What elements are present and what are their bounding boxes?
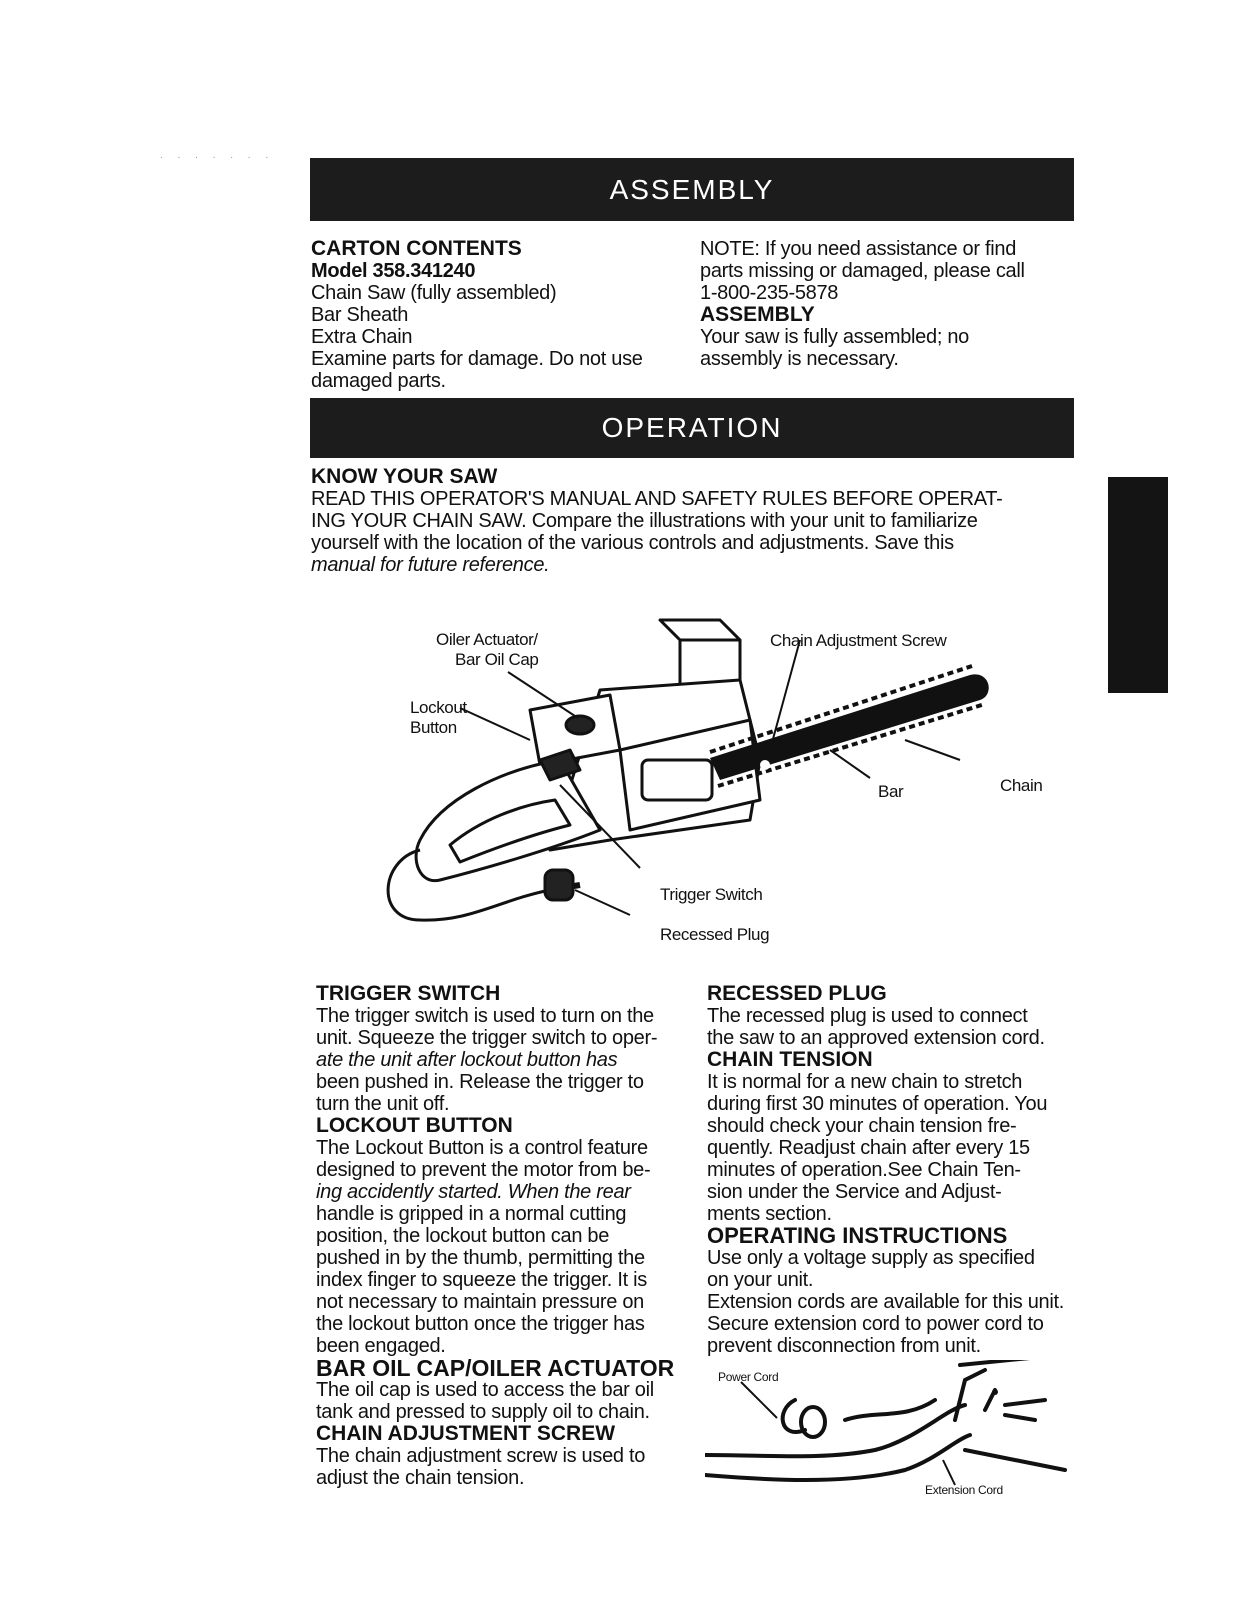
- lockout-line: ing accidently started. When the rear: [316, 1181, 631, 1203]
- opinst-line: Extension cords are available for this unit.: [707, 1291, 1064, 1313]
- examine-text: damaged parts.: [311, 370, 446, 392]
- tension-line: quently. Readjust chain after every 15: [707, 1137, 1030, 1159]
- chainadj-line: adjust the chain tension.: [316, 1467, 525, 1489]
- lockout-line: been engaged.: [316, 1335, 446, 1357]
- lockout-line: designed to prevent the motor from be-: [316, 1159, 651, 1181]
- operation-banner: OPERATION: [310, 398, 1074, 458]
- assembly-heading: ASSEMBLY: [700, 303, 815, 326]
- baroil-line: tank and pressed to supply oil to chain.: [316, 1401, 650, 1423]
- lockout-label: Lockout: [410, 698, 467, 717]
- left-column: [316, 983, 674, 1489]
- assembly-text: assembly is necessary.: [700, 348, 899, 370]
- oiler-actuator-label: Oiler Actuator/: [436, 630, 538, 649]
- baroil-line: The oil cap is used to access the bar oil: [316, 1379, 654, 1401]
- carton-contents-section: [311, 238, 643, 392]
- chain-adjustment-screw-label: Chain Adjustment Screw: [770, 631, 947, 650]
- trigger-switch-label: Trigger Switch: [660, 885, 763, 904]
- carton-item: Chain Saw (fully assembled): [311, 282, 557, 304]
- tension-line: should check your chain tension fre-: [707, 1115, 1017, 1137]
- recessed-plug-label: Recessed Plug: [660, 925, 770, 944]
- know-your-saw-section: [311, 466, 1002, 576]
- chain-label: Chain: [1000, 776, 1043, 795]
- trigger-line: been pushed in. Release the trigger to: [316, 1071, 644, 1093]
- know-line: yourself with the location of the various controls and adjustments. Save this: [311, 532, 954, 554]
- bar-label: Bar: [878, 782, 904, 801]
- section-tab: [1108, 477, 1168, 693]
- lockout-line: pushed in by the thumb, permitting the: [316, 1247, 645, 1269]
- tension-line: during first 30 minutes of operation. You: [707, 1093, 1048, 1115]
- carton-item: Extra Chain: [311, 326, 413, 348]
- opinst-line: Use only a voltage supply as specified: [707, 1247, 1035, 1269]
- chain-adjustment-heading: CHAIN ADJUSTMENT SCREW: [316, 1422, 616, 1445]
- bar-oil-cap-label: Bar Oil Cap: [455, 650, 539, 669]
- carton-item: Bar Sheath: [311, 304, 409, 326]
- assembly-text: Your saw is fully assembled; no: [700, 326, 969, 348]
- trigger-line: turn the unit off.: [316, 1093, 450, 1115]
- trigger-line: ate the unit after lockout button has: [316, 1049, 618, 1071]
- extension-cord-label: Extension Cord: [925, 1483, 1003, 1497]
- carton-contents-heading: CARTON CONTENTS: [311, 237, 522, 260]
- know-line: ING YOUR CHAIN SAW. Compare the illustrations with your unit to familiarize: [311, 510, 978, 532]
- lockout-line: The Lockout Button is a control feature: [316, 1137, 648, 1159]
- right-column: [707, 983, 1064, 1357]
- recessed-plug-heading: RECESSED PLUG: [707, 982, 887, 1005]
- lockout-line: the lockout button once the trigger has: [316, 1313, 645, 1335]
- phone-number: 1-800-235-5878: [700, 282, 839, 304]
- model-number: Model 358.341240: [311, 260, 476, 282]
- chainadj-line: The chain adjustment screw is used to: [316, 1445, 646, 1467]
- trigger-line: unit. Squeeze the trigger switch to oper-: [316, 1027, 658, 1049]
- know-your-saw-heading: KNOW YOUR SAW: [311, 465, 498, 488]
- lockout-line: not necessary to maintain pressure on: [316, 1291, 644, 1313]
- plug-line: the saw to an approved extension cord.: [707, 1027, 1045, 1049]
- lockout-line: handle is gripped in a normal cutting: [316, 1203, 627, 1225]
- opinst-line: Secure extension cord to power cord to: [707, 1313, 1044, 1335]
- know-line: manual for future reference.: [311, 554, 550, 576]
- opinst-line: on your unit.: [707, 1269, 814, 1291]
- button-label: Button: [410, 718, 457, 737]
- trigger-line: The trigger switch is used to turn on the: [316, 1005, 654, 1027]
- trigger-switch-heading: TRIGGER SWITCH: [316, 982, 501, 1005]
- tension-line: ments section.: [707, 1203, 832, 1225]
- tension-line: It is normal for a new chain to stretch: [707, 1071, 1023, 1093]
- assembly-banner: ASSEMBLY: [310, 158, 1074, 221]
- lockout-button-heading: LOCKOUT BUTTON: [316, 1114, 513, 1137]
- lockout-line: index finger to squeeze the trigger. It is: [316, 1269, 647, 1291]
- examine-text: Examine parts for damage. Do not use: [311, 348, 643, 370]
- power-cord-label: Power Cord: [718, 1370, 779, 1384]
- plug-line: The recessed plug is used to connect: [707, 1005, 1028, 1027]
- bar-oil-cap-heading: BAR OIL CAP/OILER ACTUATOR: [316, 1355, 675, 1381]
- lockout-line: position, the lockout button can be: [316, 1225, 610, 1247]
- tension-line: sion under the Service and Adjust-: [707, 1181, 1002, 1203]
- note-line: NOTE: If you need assistance or find: [700, 238, 1017, 260]
- chain-tension-heading: CHAIN TENSION: [707, 1048, 873, 1071]
- note-line: parts missing or damaged, please call: [700, 260, 1025, 282]
- note-section: [700, 238, 1025, 370]
- scan-specks: . . . . . . .: [160, 150, 275, 161]
- know-line: READ THIS OPERATOR'S MANUAL AND SAFETY RULES BEFORE OPERAT-: [311, 488, 1003, 510]
- tension-line: minutes of operation.See Chain Ten-: [707, 1159, 1021, 1181]
- operating-instructions-heading: OPERATING INSTRUCTIONS: [707, 1223, 1008, 1248]
- opinst-line: prevent disconnection from unit.: [707, 1335, 981, 1357]
